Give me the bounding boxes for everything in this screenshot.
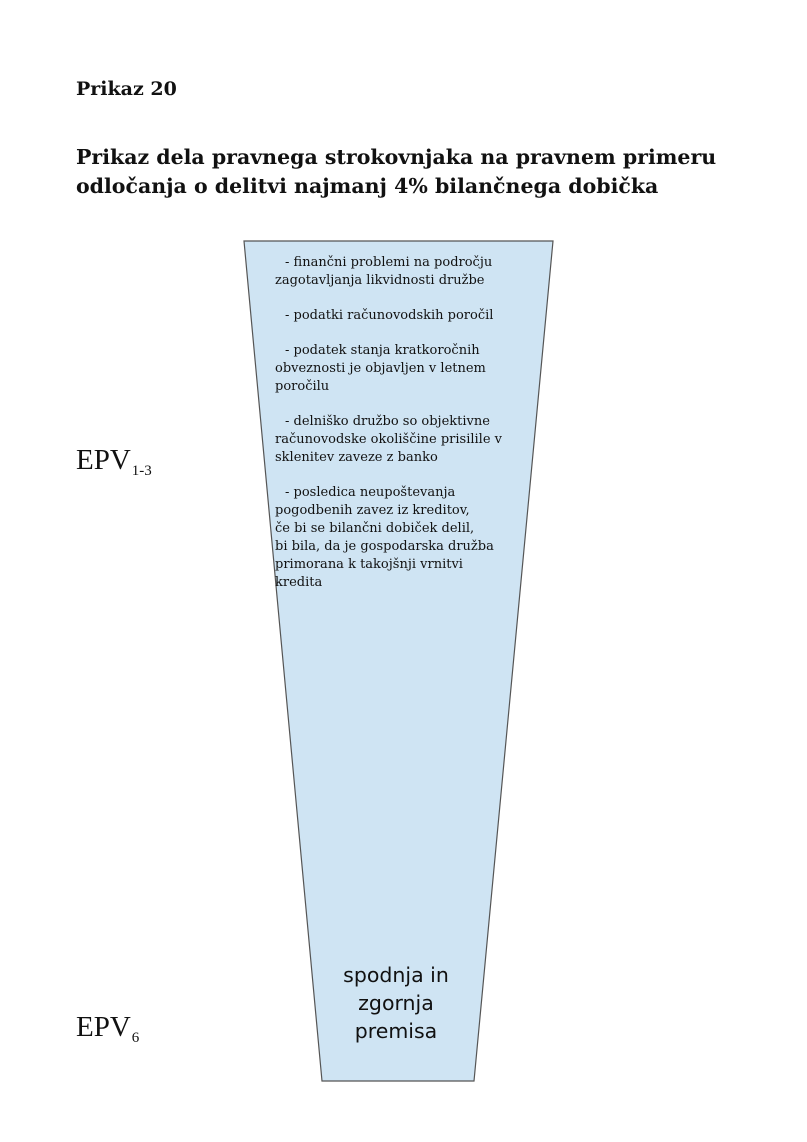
bullet-item xyxy=(275,254,545,290)
bullet-line: kredita xyxy=(275,575,323,590)
level-label-top xyxy=(76,444,152,480)
bullet-line: računovodske okoliščine prisilile v xyxy=(275,432,503,447)
bullet-line: sklenitev zaveze z banko xyxy=(275,450,438,465)
bullet-line: - delniško družbo so objektivne xyxy=(285,414,490,429)
bullet-item xyxy=(275,484,545,592)
level-label-main: EPV xyxy=(76,444,131,476)
funnel-bottom-label-line: spodnja in xyxy=(343,963,449,987)
figure-title-line: Prikaz dela pravnega strokovnjaka na pravnem primeru xyxy=(76,145,717,169)
funnel-bottom-label-line: zgornja xyxy=(358,991,434,1015)
bullet-line: primorana k takojšnji vrnitvi xyxy=(275,557,463,572)
bullet-line: - podatki računovodskih poročil xyxy=(285,308,494,323)
funnel-bullet-list xyxy=(275,254,545,609)
level-label-subscript: 6 xyxy=(131,1030,140,1046)
bullet-line: pogodbenih zavez iz kreditov, xyxy=(275,503,470,518)
level-label-main: EPV xyxy=(76,1011,131,1043)
bullet-item xyxy=(275,413,545,467)
bullet-line: - podatek stanja kratkoročnih xyxy=(285,343,480,358)
level-label-bottom xyxy=(76,1011,139,1047)
bullet-item xyxy=(275,342,545,396)
funnel-bottom-label-line: premisa xyxy=(354,1019,438,1043)
bullet-line: obveznosti je objavljen v letnem xyxy=(275,361,486,376)
level-label-subscript: 1-3 xyxy=(131,463,152,479)
bullet-line: zagotavljanja likvidnosti družbe xyxy=(275,273,485,288)
figure-title-line: odločanja o delitvi najmanj 4% bilančnega dobička xyxy=(76,174,659,198)
bullet-line: če bi se bilančni dobiček delil, xyxy=(275,521,475,536)
funnel-bottom-label xyxy=(316,961,476,1045)
bullet-line: poročilu xyxy=(275,379,330,394)
bullet-item xyxy=(285,307,545,325)
bullet-line: - posledica neupoštevanja xyxy=(285,485,456,500)
figure-label: Prikaz 20 xyxy=(76,78,177,100)
bullet-line: bi bila, da je gospodarska družba xyxy=(275,539,494,554)
bullet-line: - finančni problemi na področju xyxy=(285,255,493,270)
